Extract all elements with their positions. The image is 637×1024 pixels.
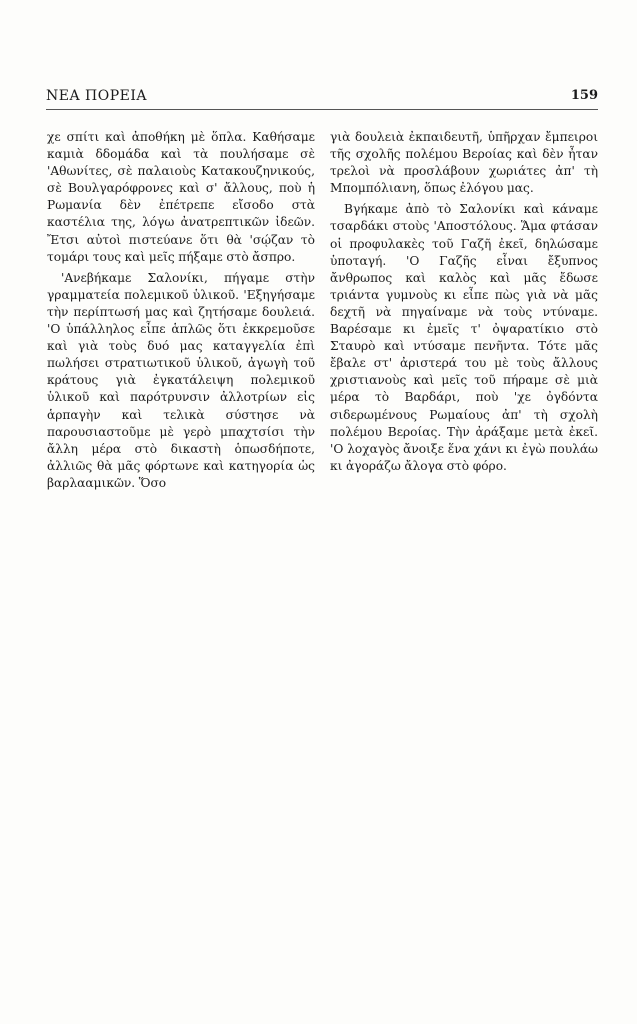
paragraph: Βγήκαμε ἀπὸ τὸ Σαλονίκι καὶ κάναμε τσαρδάκι στοὺς 'Αποστόλους. Ἅμα φτάσαν οἱ προφυλακὲς τοῦ Γαζῆ ἐκεῖ, δηλώσαμε ὑποταγή. 'Ο Γαζῆς εἶναι ἔξυπνος ἄνθρωπος καὶ καλὸς καὶ μᾶς ἔδωσε τριάντα γυμνοὺς κι εἶπε πὼς γιὰ νὰ μᾶς δεχτῆ νὰ πηγαίναμε νὰ τοὺς ντύναμε. Βαρέσαμε κι ἐμεῖς τ' ὀψαρατίκιο στὸ Σταυρὸ καὶ ντύσαμε πενῆντα. Τότε μᾶς ἔβαλε στ' ἀριστερά του μὲ τοὺς ἄλλους χριστιανοὺς καὶ μεῖς τοῦ πήραμε σὲ μιὰ μέρα τὸ Βαρδάρι, ποὺ 'χε ὀγδόντα σιδερωμένους Ρωμαίους ἀπ' τὴ σχολὴ πολέμου Βεροίας. Τὴν ἀράξαμε μετὰ ἐκεῖ. 'Ο λοχαγὸς ἄνοιξε ἕνα χάνι κι ἐγὼ πουλάω κι ἀγοράζω ἄλογα στὸ φόρο. bbox=[330, 202, 598, 473]
paragraph-continuation: χε σπίτι καὶ ἀποθήκη μὲ ὅπλα. Καθήσαμε καμιὰ δδομάδα καὶ τὰ πουλήσαμε σὲ 'Αθωνίτες, σὲ παλαιοὺς Κατακουζηνικούς, σὲ Βουλγαρόφρονες καὶ σ' ἄλλους, ποὺ ἡ Ρωμανία δὲν ἐπέτρεπε εἴσοδο στὰ καστέλια της, λόγω ἀνατρεπτικῶν ἰδεῶν. Ἔτσι αὐτοὶ πιστεύανε ὅτι θὰ 'σῴζαν τὸ τομάρι τους καὶ μεῖς πήξαμε στὸ ἄσπρο. bbox=[47, 130, 315, 264]
paragraph-continuation: γιὰ δουλειὰ ἐκπαιδευτῆ, ὑπῆρχαν ἔμπειροι τῆς σχολῆς πολέμου Βεροίας καὶ δὲν ἦταν τρελοὶ νὰ προσλάβουν χωριάτες ἀπ' τὴ Μπομπόλιανη, ὅπως ἐλόγου μας. bbox=[330, 130, 598, 196]
paragraph: 'Ανεβήκαμε Σαλονίκι, πήγαμε στὴν γραμματεία πολεμικοῦ ὑλικοῦ. 'Εξηγήσαμε τὴν περίπτωσή μας καὶ ζητήσαμε δουλειά. 'Ο ὑπάλληλος εἶπε ἁπλῶς ὅτι ἐκκρεμοῦσε καὶ γιὰ τοὺς δυό μας καταγγελία ἐπὶ πωλήσει στρατιωτικοῦ ὑλικοῦ, ἀγωγὴ τοῦ κράτους γιὰ ἐγκατάλειψη πολεμικοῦ ὑλικοῦ καὶ παρότρυνσιν ἀλλοτρίων εἰς ἁρπαγὴν καὶ τελικὰ σύστησε νὰ παρουσιαστοῦμε μὲ γερὸ μπαχτσίσι τὴν ἄλλη μέρα στὸ δικαστὴ ὁπωσδήποτε, ἀλλιῶς θὰ μᾶς φόρτωνε καὶ κατηγορία ὡς βαρλααμικῶν. Ὅσο bbox=[47, 270, 315, 490]
page-number: 159 bbox=[570, 88, 598, 103]
header-rule bbox=[46, 109, 598, 110]
right-column bbox=[330, 129, 598, 475]
journal-title: ΝΕΑ ΠΟΡΕΙΑ bbox=[46, 88, 147, 104]
running-header bbox=[46, 88, 598, 108]
left-column bbox=[47, 129, 315, 492]
